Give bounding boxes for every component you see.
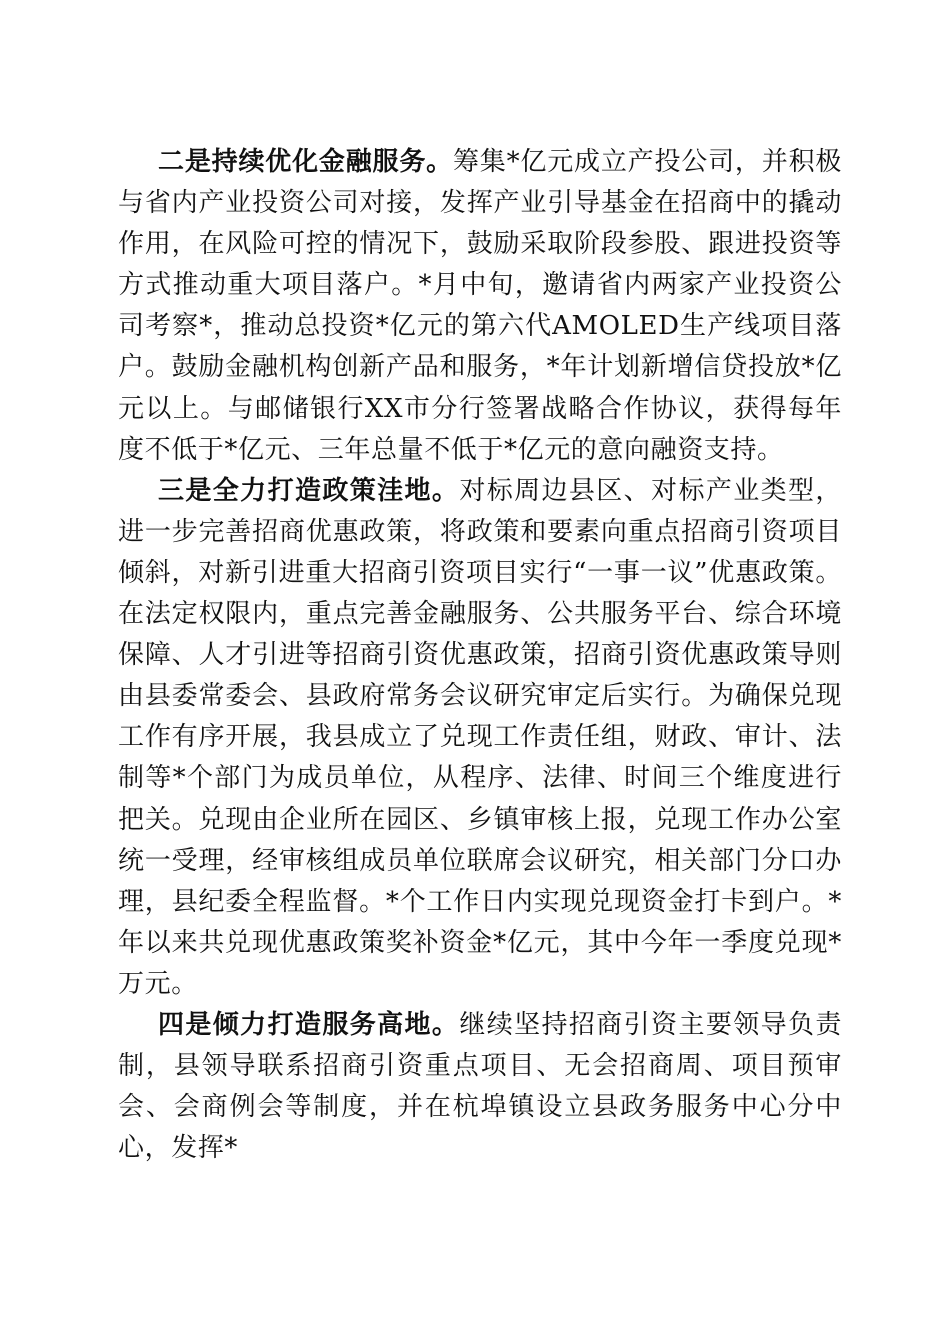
- paragraph-body: 继续坚持招商引资主要领导负责制，县领导联系招商引资重点项目、无会招商周、项目预审会、会商例会等制度，并在杭埠镇设立县政务服务中心分中心，发挥*: [118, 1009, 842, 1164]
- paragraph-financial-services: [118, 142, 842, 471]
- paragraph-body: 对标周边县区、对标产业类型，进一步完善招商优惠政策，将政策和要素向重点招商引资项目倾斜，对新引进重大招商引资项目实行“一事一议”优惠政策。在法定权限内，重点完善金融服务、公共服务平台、综合环境保障、人才引进等招商引资优惠政策，招商引资优惠政策导则由县委常委会、县政府常务会议研究审定后实行。为确保兑现工作有序开展，我县成立了兑现工作责任组，财政、审计、法制等*个部门为成员单位，从程序、法律、时间三个维度进行把关。兑现由企业所在园区、乡镇审核上报，兑现工作办公室统一受理，经审核组成员单位联席会议研究，相关部门分口办理，县纪委全程监督。*个工作日内实现兑现资金打卡到户。*年以来共兑现优惠政策奖补资金*亿元，其中今年一季度兑现*万元。: [118, 475, 842, 999]
- document-page: [118, 142, 842, 1169]
- paragraph-body: 筹集*亿元成立产投公司，并积极与省内产业投资公司对接，发挥产业引导基金在招商中的撬动作用，在风险可控的情况下，鼓励采取阶段参股、跟进投资等方式推动重大项目落户。*月中旬，邀请省内两家产业投资公司考察*，推动总投资*亿元的第六代AMOLED生产线项目落户。鼓励金融机构创新产品和服务，*年计划新增信贷投放*亿元以上。与邮储银行XX市分行签署战略合作协议，获得每年度不低于*亿元、三年总量不低于*亿元的意向融资支持。: [118, 147, 842, 465]
- paragraph-service: [118, 1005, 842, 1169]
- paragraph-policy: [118, 471, 842, 1005]
- paragraph-lead: 二是持续优化金融服务。: [158, 147, 453, 177]
- paragraph-lead: 三是全力打造政策洼地。: [158, 475, 460, 506]
- paragraph-lead: 四是倾力打造服务高地。: [158, 1009, 460, 1040]
